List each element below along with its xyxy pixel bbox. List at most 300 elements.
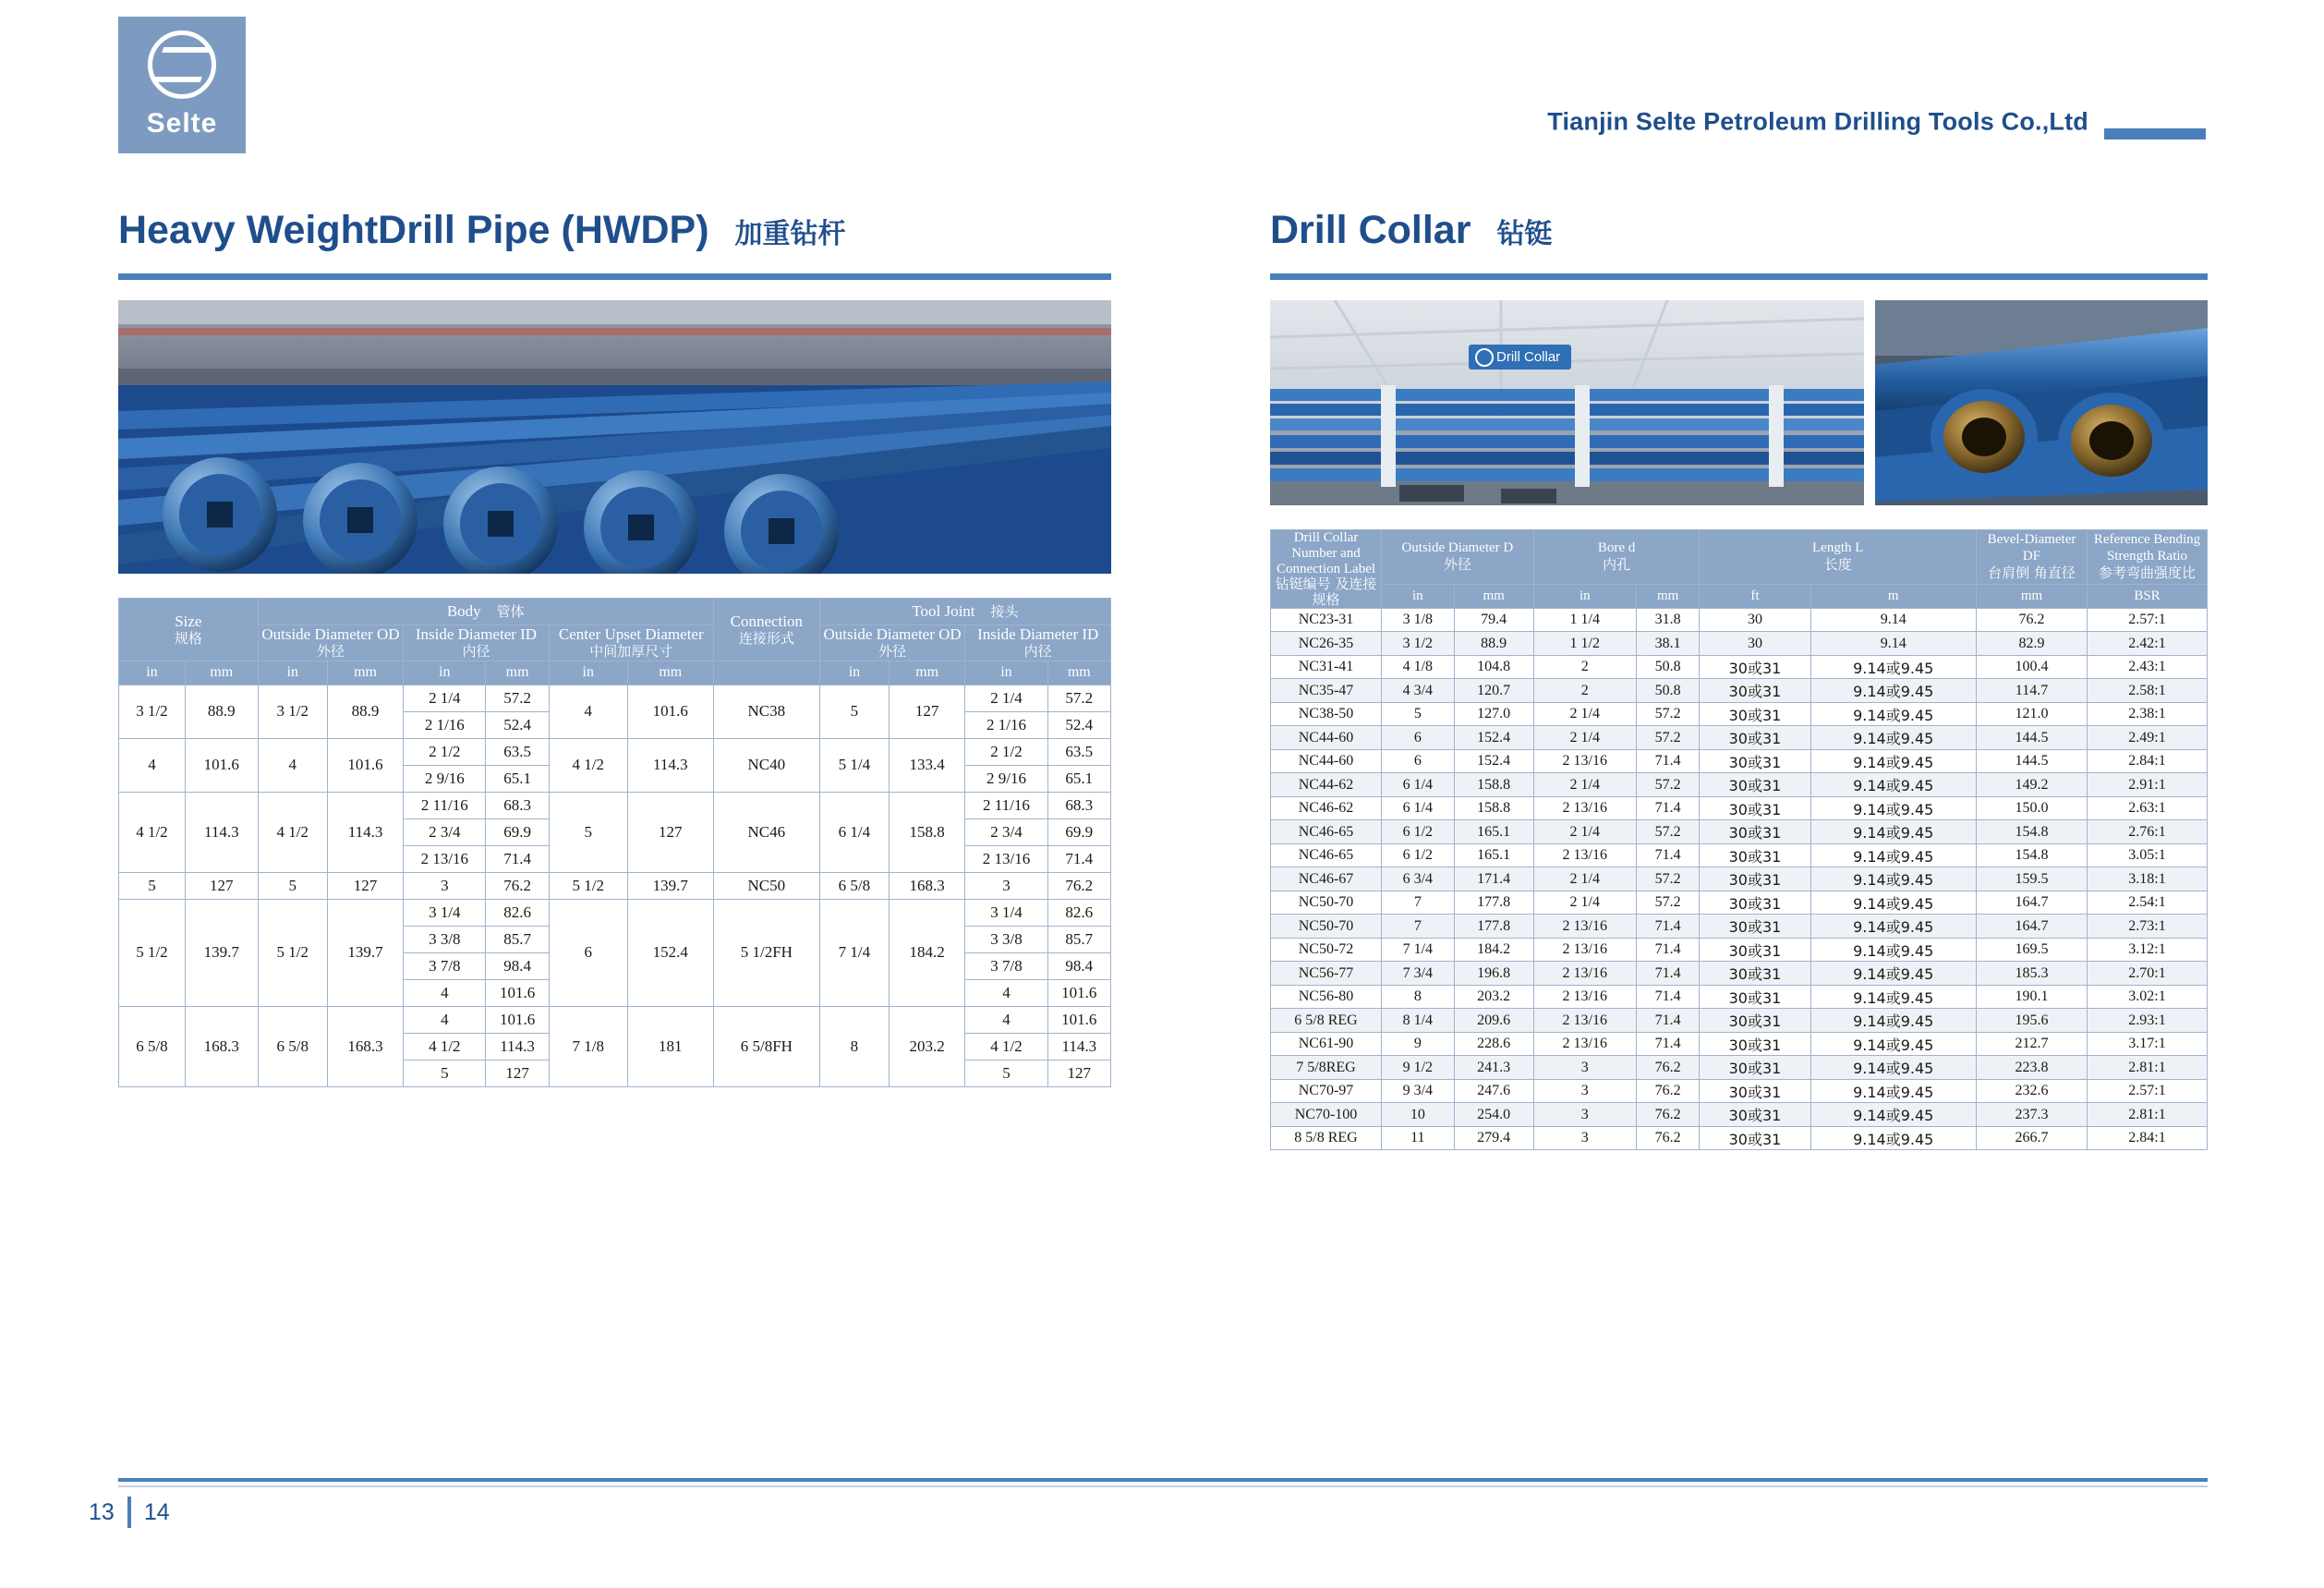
hwdp-unit-cell: mm: [327, 661, 403, 685]
hwdp-cell-size_mm: 114.3: [185, 792, 258, 872]
dc-cell-5: 30或31: [1700, 1032, 1810, 1056]
hwdp-cell-tj_id_mm: 114.3: [1047, 1033, 1110, 1060]
dc-cell-0: 6 5/8 REG: [1271, 1009, 1382, 1033]
dc-unit-cell: mm: [1977, 584, 2088, 608]
dc-cell-0: NC70-100: [1271, 1103, 1382, 1127]
hwdp-cell-id_in: 5: [404, 1060, 486, 1086]
dc-cell-1: 8 1/4: [1382, 1009, 1455, 1033]
dc-cell-1: 6 1/2: [1382, 820, 1455, 844]
hwdp-cell-id_in: 2 3/4: [404, 818, 486, 845]
hwdp-cell-tj_id_in: 2 1/16: [965, 711, 1047, 738]
hwdp-cell-id_in: 2 11/16: [404, 792, 486, 818]
dc-cell-4: 57.2: [1636, 773, 1700, 797]
dc-cell-6: 9.14或9.45: [1810, 1079, 1977, 1103]
dc-cell-6: 9.14或9.45: [1810, 820, 1977, 844]
dc-cell-8: 2.63:1: [2088, 796, 2208, 820]
hwdp-body-id-cn: 内径: [462, 643, 490, 661]
hwdp-col-conn-en: Connection: [730, 612, 804, 630]
dc-col-bore-en: Bore d: [1597, 540, 1636, 556]
dc-cell-4: 71.4: [1636, 749, 1700, 773]
hwdp-cell-tj_od_in: 6 5/8: [819, 872, 889, 899]
hwdp-cell-tj_od_mm: 158.8: [890, 792, 965, 872]
hwdp-cell-tj_id_mm: 57.2: [1047, 685, 1110, 711]
hwdp-cell-size_in: 5: [119, 872, 186, 899]
hwdp-cell-tj_od_in: 7 1/4: [819, 899, 889, 1006]
hwdp-cell-tj_od_mm: 203.2: [890, 1006, 965, 1086]
hwdp-section: [118, 208, 1111, 1087]
dc-cell-6: 9.14或9.45: [1810, 655, 1977, 679]
dc-cell-4: 31.8: [1636, 608, 1700, 632]
hwdp-cell-conn: NC40: [713, 738, 819, 792]
hwdp-cell-conn: 6 5/8FH: [713, 1006, 819, 1086]
dc-cell-2: 203.2: [1454, 985, 1533, 1009]
dc-cell-0: NC50-70: [1271, 891, 1382, 915]
dc-cell-7: 232.6: [1977, 1079, 2088, 1103]
dc-cell-8: 2.81:1: [2088, 1103, 2208, 1127]
hwdp-cell-tj_id_in: 2 11/16: [965, 792, 1047, 818]
dc-cell-4: 38.1: [1636, 632, 1700, 656]
table-row: [1271, 608, 2208, 632]
hwdp-cell-tj_od_mm: 168.3: [890, 872, 965, 899]
hwdp-cell-id_in: 3 1/4: [404, 899, 486, 926]
hwdp-unit-cell: [713, 661, 819, 685]
dc-cell-6: 9.14或9.45: [1810, 867, 1977, 891]
dc-cell-7: 212.7: [1977, 1032, 2088, 1056]
dc-cell-6: 9.14: [1810, 632, 1977, 656]
dc-cell-0: NC38-50: [1271, 702, 1382, 726]
dc-cell-4: 76.2: [1636, 1126, 1700, 1150]
hwdp-cell-id_mm: 127: [486, 1060, 549, 1086]
dc-cell-6: 9.14或9.45: [1810, 1009, 1977, 1033]
dc-cell-6: 9.14或9.45: [1810, 702, 1977, 726]
dc-cell-3: 2 1/4: [1533, 726, 1636, 750]
dc-cell-7: 190.1: [1977, 985, 2088, 1009]
hwdp-cell-tj_od_mm: 133.4: [890, 738, 965, 792]
dc-cell-2: 88.9: [1454, 632, 1533, 656]
dc-cell-2: 209.6: [1454, 1009, 1533, 1033]
dc-cell-8: 3.18:1: [2088, 867, 2208, 891]
dc-cell-2: 177.8: [1454, 915, 1533, 939]
dc-cell-8: 3.12:1: [2088, 938, 2208, 962]
table-row: [1271, 985, 2208, 1009]
hwdp-cell-tj_od_mm: 127: [890, 685, 965, 738]
dc-cell-3: 2 1/4: [1533, 820, 1636, 844]
dc-cell-2: 104.8: [1454, 655, 1533, 679]
hwdp-cell-tj_id_mm: 52.4: [1047, 711, 1110, 738]
dc-cell-5: 30或31: [1700, 773, 1810, 797]
dc-cell-5: 30或31: [1700, 867, 1810, 891]
dc-table-body: [1271, 608, 2208, 1150]
table-row: [1271, 843, 2208, 867]
dc-cell-1: 3 1/8: [1382, 608, 1455, 632]
hwdp-cell-tj_id_mm: 101.6: [1047, 1006, 1110, 1033]
dc-photo2-art: [1875, 300, 2208, 505]
dc-cell-8: 2.73:1: [2088, 915, 2208, 939]
dc-cell-1: 7 1/4: [1382, 938, 1455, 962]
hwdp-cell-id_in: 4: [404, 1006, 486, 1033]
dc-cell-5: 30或31: [1700, 962, 1810, 986]
dc-cell-4: 71.4: [1636, 985, 1700, 1009]
hwdp-cell-od_in: 5 1/2: [258, 899, 327, 1006]
dc-cell-7: 76.2: [1977, 608, 2088, 632]
hwdp-cell-od_in: 4: [258, 738, 327, 792]
hwdp-cell-od_in: 6 5/8: [258, 1006, 327, 1086]
dc-cell-1: 9: [1382, 1032, 1455, 1056]
table-row: [1271, 632, 2208, 656]
dc-cell-4: 71.4: [1636, 843, 1700, 867]
hwdp-unit-cell: mm: [1047, 661, 1110, 685]
dc-cell-4: 71.4: [1636, 915, 1700, 939]
dc-photo1-art: [1270, 300, 1864, 505]
dc-cell-4: 76.2: [1636, 1056, 1700, 1080]
dc-cell-1: 10: [1382, 1103, 1455, 1127]
dc-cell-2: 120.7: [1454, 679, 1533, 703]
dc-cell-3: 2 13/16: [1533, 1032, 1636, 1056]
table-row: [119, 792, 1111, 818]
dc-cell-8: 2.84:1: [2088, 1126, 2208, 1150]
hwdp-title-cn: 加重钻杆: [734, 218, 846, 250]
dc-cell-0: NC61-90: [1271, 1032, 1382, 1056]
hwdp-cell-od_mm: 139.7: [327, 899, 403, 1006]
hwdp-body-od-en: Outside Diameter OD: [261, 625, 400, 643]
hwdp-cell-tj_id_in: 5: [965, 1060, 1047, 1086]
hwdp-cell-cu_mm: 127: [627, 792, 713, 872]
dc-title-en: Drill Collar: [1270, 208, 1471, 252]
dc-cell-0: NC50-72: [1271, 938, 1382, 962]
hwdp-table-body: [119, 685, 1111, 1086]
hwdp-cell-od_mm: 114.3: [327, 792, 403, 872]
dc-cell-1: 7 3/4: [1382, 962, 1455, 986]
hwdp-cell-id_in: 3 7/8: [404, 952, 486, 979]
table-row: [1271, 962, 2208, 986]
hwdp-cell-size_in: 6 5/8: [119, 1006, 186, 1086]
dc-cell-5: 30或31: [1700, 1056, 1810, 1080]
hwdp-cell-id_mm: 114.3: [486, 1033, 549, 1060]
hwdp-cell-tj_id_mm: 85.7: [1047, 926, 1110, 952]
dc-cell-7: 154.8: [1977, 820, 2088, 844]
table-row: [1271, 891, 2208, 915]
hwdp-specs-table: [118, 598, 1111, 1087]
hwdp-col-body-en: Body: [446, 601, 481, 620]
hwdp-cell-od_mm: 88.9: [327, 685, 403, 738]
hwdp-cell-id_mm: 101.6: [486, 979, 549, 1006]
dc-cell-3: 1 1/2: [1533, 632, 1636, 656]
table-row: [1271, 749, 2208, 773]
hwdp-cell-id_mm: 85.7: [486, 926, 549, 952]
dc-cell-1: 6 1/4: [1382, 796, 1455, 820]
hwdp-cell-tj_id_mm: 65.1: [1047, 765, 1110, 792]
hwdp-cell-id_in: 2 13/16: [404, 845, 486, 872]
hwdp-cell-tj_id_in: 2 1/2: [965, 738, 1047, 765]
hwdp-cell-od_in: 4 1/2: [258, 792, 327, 872]
dc-cell-6: 9.14或9.45: [1810, 1126, 1977, 1150]
dc-col-number-en: Drill Collar Number and Connection Label: [1276, 530, 1376, 576]
hwdp-tj-id-en: Inside Diameter ID: [977, 625, 1099, 643]
dc-cell-1: 6: [1382, 749, 1455, 773]
hwdp-cell-tj_id_in: 2 3/4: [965, 818, 1047, 845]
hwdp-pipes-photo: [118, 300, 1111, 574]
hwdp-unit-cell: mm: [627, 661, 713, 685]
dc-cell-2: 247.6: [1454, 1079, 1533, 1103]
hwdp-cell-cu_in: 6: [549, 899, 627, 1006]
dc-cell-0: NC31-41: [1271, 655, 1382, 679]
hwdp-cell-tj_id_in: 4: [965, 1006, 1047, 1033]
table-row: [1271, 1103, 2208, 1127]
table-row: [1271, 655, 2208, 679]
dc-col-bsr-cn: 参考弯曲强度比: [2098, 564, 2196, 581]
hwdp-cell-cu_in: 4: [549, 685, 627, 738]
dc-cell-5: 30或31: [1700, 1009, 1810, 1033]
hwdp-center-upset-en: Center Upset Diameter: [558, 625, 704, 643]
dc-unit-cell: ft: [1700, 584, 1810, 608]
dc-cell-7: 159.5: [1977, 867, 2088, 891]
company-name: Tianjin Selte Petroleum Drilling Tools Co.,Ltd: [1547, 107, 2088, 136]
dc-cell-0: NC56-80: [1271, 985, 1382, 1009]
dc-cell-2: 165.1: [1454, 843, 1533, 867]
dc-cell-3: 3: [1533, 1056, 1636, 1080]
dc-cell-3: 2: [1533, 679, 1636, 703]
table-row: [119, 738, 1111, 765]
hwdp-unit-cell: in: [549, 661, 627, 685]
drill-collar-bore-photo: [1875, 300, 2208, 505]
dc-col-bevel-en: Bevel-Diameter DF: [1987, 532, 2076, 564]
dc-cell-7: 149.2: [1977, 773, 2088, 797]
hwdp-tj-od-en: Outside Diameter OD: [823, 625, 962, 643]
dc-cell-7: 150.0: [1977, 796, 2088, 820]
dc-cell-4: 57.2: [1636, 820, 1700, 844]
hwdp-cell-id_mm: 52.4: [486, 711, 549, 738]
hwdp-cell-size_in: 4: [119, 738, 186, 792]
dc-cell-2: 152.4: [1454, 726, 1533, 750]
dc-cell-2: 196.8: [1454, 962, 1533, 986]
hwdp-cell-cu_mm: 101.6: [627, 685, 713, 738]
dc-cell-7: 121.0: [1977, 702, 2088, 726]
hwdp-cell-cu_in: 4 1/2: [549, 738, 627, 792]
drill-collar-title: [1270, 208, 2208, 253]
hwdp-cell-size_in: 3 1/2: [119, 685, 186, 738]
dc-cell-7: 100.4: [1977, 655, 2088, 679]
hwdp-cell-conn: NC38: [713, 685, 819, 738]
dc-cell-4: 50.8: [1636, 655, 1700, 679]
dc-cell-5: 30或31: [1700, 726, 1810, 750]
hwdp-cell-size_mm: 168.3: [185, 1006, 258, 1086]
dc-cell-0: NC44-60: [1271, 749, 1382, 773]
dc-cell-0: NC46-65: [1271, 820, 1382, 844]
dc-cell-8: 2.70:1: [2088, 962, 2208, 986]
dc-cell-8: 2.42:1: [2088, 632, 2208, 656]
drill-collar-section: [1270, 208, 2208, 1150]
dc-cell-2: 228.6: [1454, 1032, 1533, 1056]
hwdp-cell-tj_id_mm: 101.6: [1047, 979, 1110, 1006]
dc-cell-8: 2.43:1: [2088, 655, 2208, 679]
dc-cell-3: 2 1/4: [1533, 702, 1636, 726]
dc-cell-4: 57.2: [1636, 867, 1700, 891]
dc-cell-6: 9.14或9.45: [1810, 726, 1977, 750]
hwdp-col-tj-cn: 接头: [990, 602, 1019, 620]
dc-cell-7: 237.3: [1977, 1103, 2088, 1127]
dc-cell-3: 2 1/4: [1533, 867, 1636, 891]
dc-cell-3: 3: [1533, 1079, 1636, 1103]
dc-cell-0: NC50-70: [1271, 915, 1382, 939]
hwdp-cell-id_mm: 69.9: [486, 818, 549, 845]
dc-cell-5: 30或31: [1700, 938, 1810, 962]
hwdp-unit-cell: mm: [486, 661, 549, 685]
hwdp-cell-tj_id_mm: 63.5: [1047, 738, 1110, 765]
hwdp-cell-conn: NC46: [713, 792, 819, 872]
hwdp-unit-cell: mm: [890, 661, 965, 685]
dc-cell-8: 2.49:1: [2088, 726, 2208, 750]
dc-cell-0: NC35-47: [1271, 679, 1382, 703]
dc-cell-1: 9 1/2: [1382, 1056, 1455, 1080]
hwdp-col-body: [258, 599, 713, 625]
dc-cell-0: 7 5/8REG: [1271, 1056, 1382, 1080]
dc-cell-8: 2.93:1: [2088, 1009, 2208, 1033]
hwdp-cell-id_in: 2 9/16: [404, 765, 486, 792]
dc-cell-2: 152.4: [1454, 749, 1533, 773]
dc-cell-1: 6 1/2: [1382, 843, 1455, 867]
dc-cell-7: 154.8: [1977, 843, 2088, 867]
dc-cell-1: 6 3/4: [1382, 867, 1455, 891]
dc-cell-7: 82.9: [1977, 632, 2088, 656]
hwdp-tj-id-cn: 内径: [1023, 643, 1052, 661]
dc-cell-4: 57.2: [1636, 891, 1700, 915]
hwdp-table-header-row-1: [119, 599, 1111, 625]
dc-cell-1: 7: [1382, 915, 1455, 939]
table-row: [1271, 773, 2208, 797]
dc-cell-2: 79.4: [1454, 608, 1533, 632]
dc-cell-1: 4 1/8: [1382, 655, 1455, 679]
hwdp-photo-row: [118, 300, 1111, 574]
hwdp-cell-id_in: 3: [404, 872, 486, 899]
hwdp-cell-tj_id_mm: 82.6: [1047, 899, 1110, 926]
table-row: [1271, 1079, 2208, 1103]
dc-cell-7: 144.5: [1977, 749, 2088, 773]
dc-cell-5: 30: [1700, 608, 1810, 632]
hwdp-col-size-en: Size: [175, 612, 202, 630]
dc-cell-4: 71.4: [1636, 1009, 1700, 1033]
hwdp-tj-od-cn: 外径: [878, 643, 907, 661]
hwdp-cell-od_mm: 101.6: [327, 738, 403, 792]
hwdp-body-id-en: Inside Diameter ID: [415, 625, 538, 643]
hwdp-cell-tj_id_in: 4 1/2: [965, 1033, 1047, 1060]
dc-unit-cell: in: [1382, 584, 1455, 608]
footer-rule-secondary: [118, 1485, 2208, 1487]
hwdp-cell-id_in: 2 1/4: [404, 685, 486, 711]
hwdp-cell-id_mm: 63.5: [486, 738, 549, 765]
hwdp-col-size-cn: 规格: [174, 629, 202, 647]
dc-col-length-cn: 长度: [1823, 555, 1852, 573]
dc-cell-7: 144.5: [1977, 726, 2088, 750]
dc-cell-2: 279.4: [1454, 1126, 1533, 1150]
dc-cell-6: 9.14或9.45: [1810, 962, 1977, 986]
dc-cell-0: NC23-31: [1271, 608, 1382, 632]
hwdp-center-upset-cn: 中间加厚尺寸: [589, 643, 673, 661]
page-number-left: 13: [89, 1498, 115, 1525]
dc-cell-8: 2.58:1: [2088, 679, 2208, 703]
logo-text: Selte: [146, 108, 218, 139]
hwdp-cell-tj_id_in: 2 1/4: [965, 685, 1047, 711]
table-row: [1271, 1056, 2208, 1080]
dc-cell-0: NC70-97: [1271, 1079, 1382, 1103]
dc-cell-5: 30或31: [1700, 679, 1810, 703]
hwdp-cell-od_in: 3 1/2: [258, 685, 327, 738]
dc-cell-3: 3: [1533, 1126, 1636, 1150]
dc-cell-5: 30或31: [1700, 749, 1810, 773]
hwdp-unit-cell: in: [965, 661, 1047, 685]
dc-cell-3: 2 13/16: [1533, 749, 1636, 773]
hwdp-cell-id_mm: 82.6: [486, 899, 549, 926]
dc-unit-cell: m: [1810, 584, 1977, 608]
hwdp-cell-size_mm: 139.7: [185, 899, 258, 1006]
hwdp-cell-tj_id_mm: 68.3: [1047, 792, 1110, 818]
drill-collar-photo-badge: Drill Collar: [1469, 345, 1571, 370]
dc-cell-0: NC46-62: [1271, 796, 1382, 820]
hwdp-cell-tj_id_in: 4: [965, 979, 1047, 1006]
hwdp-cell-tj_id_mm: 69.9: [1047, 818, 1110, 845]
table-row: [119, 899, 1111, 926]
page-number-right: 14: [143, 1498, 170, 1525]
hwdp-cell-tj_id_in: 3 7/8: [965, 952, 1047, 979]
dc-unit-cell: in: [1533, 584, 1636, 608]
dc-cell-1: 3 1/2: [1382, 632, 1455, 656]
table-row: [1271, 915, 2208, 939]
dc-cell-0: NC44-62: [1271, 773, 1382, 797]
dc-cell-7: 114.7: [1977, 679, 2088, 703]
dc-cell-0: NC46-65: [1271, 843, 1382, 867]
dc-table-header-row: [1271, 530, 2208, 585]
dc-cell-5: 30或31: [1700, 843, 1810, 867]
hwdp-col-body-cn: 管体: [496, 602, 525, 620]
hwdp-cell-id_mm: 68.3: [486, 792, 549, 818]
dc-cell-2: 177.8: [1454, 891, 1533, 915]
dc-cell-6: 9.14或9.45: [1810, 1103, 1977, 1127]
dc-cell-2: 254.0: [1454, 1103, 1533, 1127]
hwdp-cell-tj_id_in: 2 9/16: [965, 765, 1047, 792]
table-row: [1271, 1009, 2208, 1033]
table-row: [1271, 726, 2208, 750]
hwdp-col-tj-en: Tool Joint: [912, 601, 975, 620]
dc-cell-8: 2.57:1: [2088, 1079, 2208, 1103]
dc-cell-6: 9.14或9.45: [1810, 1056, 1977, 1080]
table-row: [1271, 796, 2208, 820]
dc-cell-4: 50.8: [1636, 679, 1700, 703]
dc-cell-3: 2 13/16: [1533, 1009, 1636, 1033]
hwdp-cell-tj_od_in: 6 1/4: [819, 792, 889, 872]
dc-cell-5: 30或31: [1700, 820, 1810, 844]
dc-col-bore-cn: 内孔: [1603, 555, 1631, 573]
dc-cell-5: 30或31: [1700, 702, 1810, 726]
dc-cell-6: 9.14或9.45: [1810, 679, 1977, 703]
dc-cell-4: 71.4: [1636, 1032, 1700, 1056]
dc-cell-8: 2.38:1: [2088, 702, 2208, 726]
dc-cell-3: 2: [1533, 655, 1636, 679]
dc-cell-1: 8: [1382, 985, 1455, 1009]
dc-cell-8: 2.81:1: [2088, 1056, 2208, 1080]
hwdp-cell-tj_id_mm: 127: [1047, 1060, 1110, 1086]
dc-cell-3: 2 13/16: [1533, 915, 1636, 939]
dc-cell-0: 8 5/8 REG: [1271, 1126, 1382, 1150]
hwdp-cell-cu_mm: 139.7: [627, 872, 713, 899]
dc-cell-5: 30或31: [1700, 985, 1810, 1009]
hwdp-cell-tj_id_in: 2 13/16: [965, 845, 1047, 872]
dc-cell-6: 9.14或9.45: [1810, 985, 1977, 1009]
table-row: [1271, 702, 2208, 726]
hwdp-cell-tj_id_in: 3 3/8: [965, 926, 1047, 952]
dc-title-cn: 钻铤: [1496, 218, 1553, 250]
dc-cell-8: 2.76:1: [2088, 820, 2208, 844]
selte-circle-logo-icon: [148, 30, 216, 99]
dc-cell-3: 2 1/4: [1533, 891, 1636, 915]
